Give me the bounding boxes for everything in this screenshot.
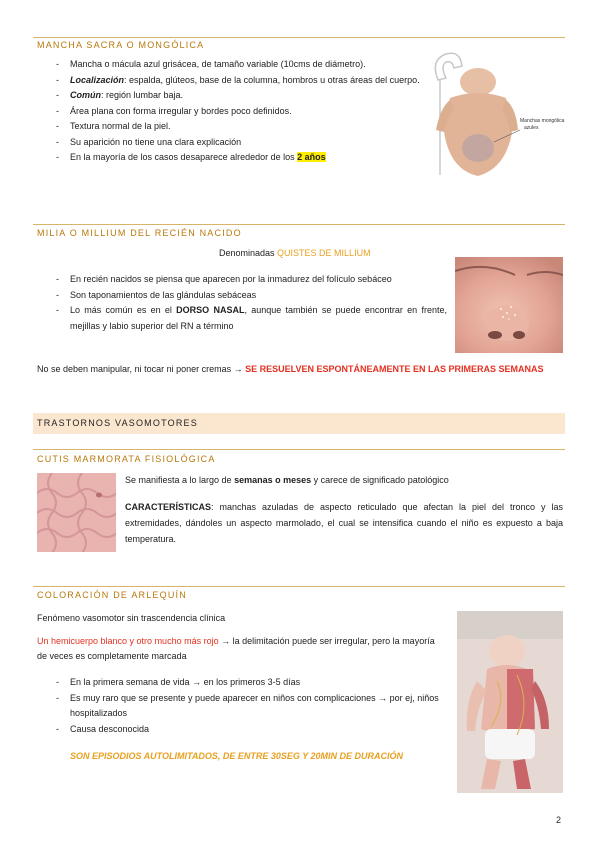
page-number: 2	[556, 815, 562, 825]
list-item: - En recién nacidos se piensa que aparecen por la inmadurez del folículo sebáceo	[56, 274, 392, 284]
list-item: - Lo más común es en el DORSO NASAL, aunque también se puede encontrar en frente, mejillas y labio superior del RN a término	[56, 305, 447, 331]
cutis-p1: Se manifiesta a lo largo de semanas o meses y carece de significado patológico	[125, 475, 449, 485]
section-title-mancha: MANCHA SACRA O MONGÓLICA	[37, 40, 205, 50]
list-item: - Textura normal de la piel.	[56, 121, 171, 131]
harlequin-baby-image	[457, 611, 563, 793]
section-title-arlequin: COLORACIÓN DE ARLEQUÍN	[37, 590, 187, 600]
milia-nose-image	[455, 257, 563, 353]
section-title-trastornos: TRASTORNOS VASOMOTORES	[37, 418, 198, 428]
svg-text:Manchas mongólica: Manchas mongólica	[520, 118, 565, 124]
list-item: - Común: región lumbar baja.	[56, 90, 184, 100]
mancha-list	[37, 57, 427, 166]
list-item: - Es muy raro que se presente y puede aparecer en niños con complicaciones → por ej, niños hospitalizados	[56, 692, 439, 718]
list-item: - Son taponamientos de las glándulas sebáceas	[56, 289, 257, 300]
section-rule	[33, 37, 565, 38]
mongolian-spot-image	[428, 50, 565, 180]
arlequin-footer: SON EPISODIOS AUTOLIMITADOS, DE ENTRE 30SEG Y 20MIN DE DURACIÓN	[70, 751, 404, 761]
milia-intro: Denominadas QUISTES DE MILLIUM	[219, 248, 371, 258]
list-item: - Localización: espalda, glúteos, base de la columna, hombros u otras áreas del cuerpo.	[56, 74, 420, 85]
svg-text:azules: azules	[524, 125, 539, 131]
section-rule	[33, 449, 565, 450]
list-item: - En la mayoría de los casos desaparece alrededor de los 2 años	[56, 152, 326, 162]
arlequin-list	[37, 675, 447, 737]
cutis-p2: CARACTERÍSTICAS: manchas azuladas de aspecto reticulado que afectan la piel del tronco y las extremidades, dándoles un aspecto marmolado, el cual se intensifica cuando el niño es expuesto a baja temperatura.	[125, 502, 563, 544]
section-rule	[33, 224, 565, 225]
list-item: - Mancha o mácula azul grisácea, de tamaño variable (10cms de diámetro).	[56, 59, 366, 69]
section-rule	[33, 586, 565, 587]
arlequin-p2: Un hemicuerpo blanco y otro mucho más rojo → la delimitación puede ser irregular, pero la mayoría de veces es completamente marcada	[37, 636, 435, 661]
section-title-cutis: CUTIS MARMORATA FISIOLÓGICA	[37, 454, 216, 464]
list-item: - Causa desconocida	[56, 723, 150, 734]
cutis-marmorata-image	[37, 473, 116, 552]
milia-note: No se deben manipular, ni tocar ni poner cremas → SE RESUELVEN ESPONTÁNEAMENTE EN LAS PRIMERAS SEMANAS	[37, 364, 544, 374]
list-item: - Su aparición no tiene una clara explicación	[56, 136, 242, 147]
milia-list	[37, 272, 447, 334]
arlequin-p1: Fenómeno vasomotor sin trascendencia clínica	[37, 613, 226, 623]
section-title-milia: MILIA O MILLIUM DEL RECIÉN NACIDO	[37, 228, 242, 238]
list-item: - En la primera semana de vida → en los primeros 3-5 días	[56, 677, 301, 687]
list-item: - Área plana con forma irregular y bordes poco definidos.	[56, 105, 292, 116]
